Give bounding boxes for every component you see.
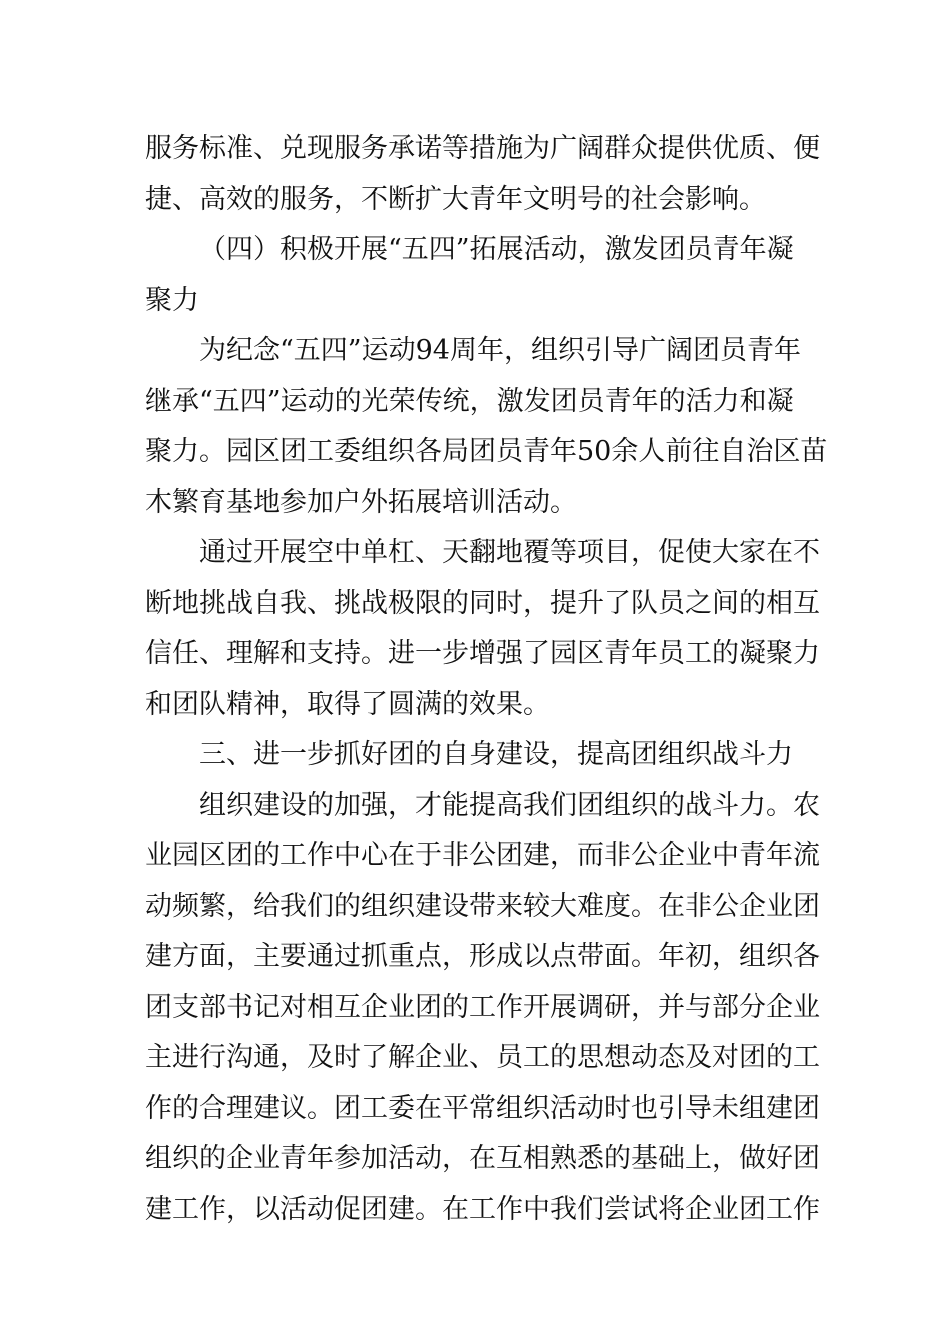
text-line: 木繁育基地参加户外拓展培训活动。 — [145, 487, 577, 518]
text-line: 和团队精神，取得了圆满的效果。 — [145, 689, 550, 720]
text-line: 动频繁，给我们的组织建设带来较大难度。在非公企业团 — [145, 891, 820, 922]
section-heading: 聚力 — [145, 285, 199, 316]
text-line: 业园区团的工作中心在于非公团建，而非公企业中青年流 — [145, 840, 820, 871]
section-heading: （四）积极开展“五四”拓展活动，激发团员青年凝 — [199, 234, 794, 265]
text-line: 建工作，以活动促团建。在工作中我们尝试将企业团工作 — [145, 1194, 820, 1225]
text-line: 作的合理建议。团工委在平常组织活动时也引导未组建团 — [145, 1093, 820, 1124]
text-line: 信任、理解和支持。进一步增强了园区青年员工的凝聚力 — [145, 638, 820, 669]
text-line: 组织建设的加强，才能提高我们团组织的战斗力。农 — [199, 790, 820, 821]
text-line: 为纪念“五四”运动94周年，组织引导广阔团员青年 — [199, 335, 801, 366]
text-line: 主进行沟通，及时了解企业、员工的思想动态及对团的工 — [145, 1042, 820, 1073]
text-line: 服务标准、兑现服务承诺等措施为广阔群众提供优质、便 — [145, 133, 820, 164]
text-line: 继承“五四”运动的光荣传统，激发团员青年的活力和凝 — [145, 386, 794, 417]
text-line: 通过开展空中单杠、天翻地覆等项目，促使大家在不 — [199, 537, 820, 568]
text-line: 团支部书记对相互企业团的工作开展调研，并与部分企业 — [145, 992, 820, 1023]
text-line: 组织的企业青年参加活动，在互相熟悉的基础上，做好团 — [145, 1143, 820, 1174]
section-heading: 三、进一步抓好团的自身建设，提高团组织战斗力 — [199, 739, 793, 770]
text-line: 捷、高效的服务，不断扩大青年文明号的社会影响。 — [145, 184, 766, 215]
text-line: 断地挑战自我、挑战极限的同时，提升了队员之间的相互 — [145, 588, 820, 619]
text-line: 建方面，主要通过抓重点，形成以点带面。年初，组织各 — [145, 941, 820, 972]
text-line: 聚力。园区团工委组织各局团员青年50余人前往自治区苗 — [145, 436, 828, 467]
